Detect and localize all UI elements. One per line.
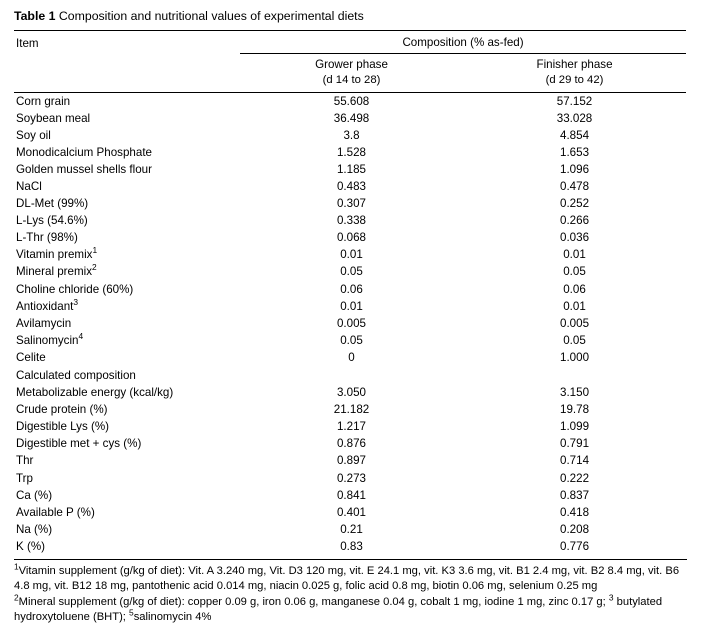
row-item-text: Calculated composition [16, 368, 136, 382]
row-finisher-value: 0.714 [560, 454, 590, 468]
footnote-1-marker: 1 [14, 561, 19, 572]
table-footnotes [14, 560, 687, 624]
table-row [14, 538, 686, 555]
table-row [14, 178, 686, 195]
row-item-label [14, 453, 240, 470]
row-item-label [14, 230, 240, 247]
row-item-text: Mineral premix [16, 265, 93, 279]
row-item-label [14, 178, 240, 195]
table-row [14, 487, 686, 504]
row-grower-value: 0.876 [336, 437, 366, 451]
row-item-label [14, 92, 240, 110]
row-item-text: Na (%) [16, 522, 53, 536]
row-item-label [14, 384, 240, 401]
row-finisher-value: 0.01 [563, 299, 586, 313]
table-row [14, 349, 686, 366]
row-item-label [14, 487, 240, 504]
row-grower-value: 0.21 [340, 522, 363, 536]
row-finisher-value: 33.028 [556, 111, 593, 125]
row-grower-value: 55.608 [333, 94, 370, 108]
table-header-row-1 [14, 31, 686, 54]
header-item: Item [14, 31, 240, 54]
header-finisher-label: Finisher phase [536, 58, 613, 72]
row-finisher-value: 57.152 [556, 94, 593, 108]
row-item-label [14, 315, 240, 332]
table-row [14, 127, 686, 144]
row-item-label [14, 247, 240, 264]
row-item-text: Trp [16, 471, 33, 485]
row-item-text: Soybean meal [16, 111, 91, 125]
row-item-footnote-marker: 2 [92, 262, 97, 273]
footnote-3-marker: 3 [608, 592, 614, 603]
row-item-label [14, 127, 240, 144]
row-item-label [14, 402, 240, 419]
row-finisher-value: 0.791 [560, 437, 590, 451]
header-grower-sub: (d 14 to 28) [322, 73, 381, 86]
row-grower-value: 0.841 [336, 488, 366, 502]
table-row [14, 332, 686, 349]
row-item-label [14, 504, 240, 521]
row-item-text: Digestible met + cys (%) [16, 437, 142, 451]
row-item-label [14, 161, 240, 178]
row-item-label [14, 281, 240, 298]
table-row [14, 402, 686, 419]
row-item-text: NaCl [16, 180, 42, 194]
row-item-text: Golden mussel shells flour [16, 162, 152, 176]
row-item-text: Thr [16, 454, 34, 468]
footnote-2-text-b: butylated hydroxytoluene (BHT); [14, 595, 663, 623]
table-row [14, 504, 686, 521]
table-row [14, 144, 686, 161]
row-item-text: K (%) [16, 539, 45, 553]
table-row [14, 436, 686, 453]
row-item-text: Monodicalcium Phosphate [16, 145, 152, 159]
row-grower-value [240, 366, 463, 384]
row-item-label [14, 419, 240, 436]
row-item-label [14, 349, 240, 366]
row-finisher-value: 0.266 [560, 214, 590, 228]
row-item-text: Available P (%) [16, 505, 95, 519]
row-grower-value: 0.05 [340, 265, 363, 279]
row-item-label [14, 521, 240, 538]
row-item-label [14, 196, 240, 213]
table-row [14, 230, 686, 247]
row-grower-value: 3.8 [343, 128, 360, 142]
table-row [14, 247, 686, 264]
row-item-text: Metabolizable energy (kcal/kg) [16, 386, 174, 400]
table-row [14, 92, 686, 110]
row-grower-value: 0.273 [336, 471, 366, 485]
table-row [14, 384, 686, 401]
row-finisher-value: 0.005 [560, 316, 590, 330]
row-grower-value: 0.01 [340, 248, 363, 262]
row-grower-value: 0.338 [336, 214, 366, 228]
row-grower-value: 36.498 [333, 111, 370, 125]
row-item-label [14, 332, 240, 349]
table-caption-text: Composition and nutritional values of experimental diets [58, 9, 364, 23]
table-caption [0, 0, 701, 30]
table-row [14, 366, 686, 384]
row-item-text: Ca (%) [16, 488, 53, 502]
table-row [14, 161, 686, 178]
row-item-footnote-marker: 1 [92, 245, 98, 256]
row-grower-value: 1.217 [336, 420, 366, 434]
row-item-text: Salinomycin [16, 333, 79, 347]
table-caption-label: Table 1 [14, 9, 56, 23]
row-finisher-value: 0.418 [560, 505, 590, 519]
table-row [14, 419, 686, 436]
row-grower-value: 0.01 [340, 299, 363, 313]
row-finisher-value: 0.01 [563, 248, 586, 262]
row-item-label [14, 264, 240, 281]
row-item-label [14, 213, 240, 230]
row-item-label [14, 110, 240, 127]
row-item-text: L-Lys (54.6%) [16, 214, 88, 228]
row-finisher-value: 1.099 [560, 420, 590, 434]
row-grower-value: 0.897 [336, 454, 366, 468]
table-body [14, 92, 686, 555]
footnote-2 [14, 592, 687, 625]
row-item-text: Crude protein (%) [16, 403, 108, 417]
row-item-text: Avilamycin [16, 316, 72, 330]
row-finisher-value: 0.05 [563, 333, 586, 347]
table-row [14, 298, 686, 315]
footnote-1 [14, 561, 687, 594]
footnote-2-text-a: Mineral supplement (g/kg of diet): copper 0.09 g, iron 0.06 g, manganese 0.04 g, cobalt 1 mg, iodine 1 mg, zinc 0.17 g; [18, 595, 609, 608]
row-finisher-value: 0.05 [563, 265, 586, 279]
table-row [14, 196, 686, 213]
row-item-label [14, 366, 240, 384]
row-finisher-value: 3.150 [560, 386, 590, 400]
header-grower [240, 54, 463, 87]
footnote-1-text: Vitamin supplement (g/kg of diet): Vit. A 3.240 mg, Vit. D3 120 mg, vit. E 24.1 mg, vit. K3 3.6 mg, vit. B1 2.4 mg, vit. B2 8.4 mg, vit. B6 4.8 mg, vit. B12 18 mg, pantothenic acid 0.014 mg, niacin 0.025 g, folic acid 0.8 mg, biotin 0.06 mg, selenium 0.25 mg [14, 565, 680, 593]
table-header-row-2 [14, 54, 686, 87]
row-item-footnote-marker: 4 [78, 331, 84, 341]
row-item-label [14, 470, 240, 487]
row-grower-value: 0.401 [336, 505, 366, 519]
diet-composition-table [14, 30, 686, 555]
row-item-text: Antioxidant [16, 299, 74, 313]
row-grower-value: 0.068 [336, 231, 366, 245]
row-grower-value: 1.185 [336, 162, 366, 176]
row-grower-value: 0.483 [336, 180, 366, 194]
row-item-text: Corn grain [16, 94, 71, 108]
row-finisher-value: 0.222 [560, 471, 590, 485]
footnote-2-text-c: salinomycin 4% [133, 610, 212, 623]
row-grower-value: 0.06 [340, 282, 363, 296]
row-item-label [14, 144, 240, 161]
row-finisher-value: 1.096 [560, 162, 590, 176]
row-finisher-value: 0.252 [560, 197, 590, 211]
row-item-footnote-marker: 3 [73, 296, 79, 307]
row-finisher-value [463, 366, 686, 384]
row-finisher-value: 0.036 [560, 231, 590, 245]
row-grower-value: 0.05 [340, 333, 363, 347]
table-row [14, 470, 686, 487]
table-row [14, 110, 686, 127]
row-grower-value: 0.005 [336, 316, 366, 330]
table-row [14, 453, 686, 470]
row-item-text: Digestible Lys (%) [16, 420, 109, 434]
row-item-text: Vitamin premix [16, 248, 93, 262]
row-finisher-value: 0.208 [560, 522, 590, 536]
row-finisher-value: 0.478 [560, 180, 590, 194]
footnote-2-marker: 2 [14, 592, 19, 603]
header-composition: Composition (% as-fed) [240, 31, 686, 54]
row-finisher-value: 19.78 [560, 403, 590, 417]
row-item-text: Celite [16, 350, 46, 364]
row-finisher-value: 4.854 [560, 128, 590, 142]
header-item-spacer [14, 54, 240, 87]
row-item-label [14, 436, 240, 453]
table-row [14, 315, 686, 332]
table-row [14, 281, 686, 298]
header-grower-label: Grower phase [315, 58, 388, 72]
header-finisher-sub: (d 29 to 42) [545, 73, 604, 86]
row-finisher-value: 0.776 [560, 539, 590, 553]
row-finisher-value: 0.06 [563, 282, 586, 296]
footnote-5-marker: 5 [129, 607, 134, 617]
header-finisher [463, 54, 686, 87]
table-row [14, 213, 686, 230]
row-item-text: Choline chloride (60%) [16, 282, 134, 296]
table-row [14, 264, 686, 281]
row-grower-value: 3.050 [336, 386, 366, 400]
row-finisher-value: 1.653 [560, 145, 590, 159]
row-grower-value: 0.83 [340, 539, 363, 553]
row-grower-value: 21.182 [333, 403, 370, 417]
row-finisher-value: 1.000 [560, 350, 590, 364]
row-grower-value: 0 [348, 350, 355, 364]
row-item-label [14, 298, 240, 315]
row-item-text: Soy oil [16, 128, 51, 142]
row-finisher-value: 0.837 [560, 488, 590, 502]
table-row [14, 521, 686, 538]
row-grower-value: 1.528 [336, 145, 366, 159]
row-item-text: L-Thr (98%) [16, 231, 78, 245]
row-item-label [14, 538, 240, 555]
row-item-text: DL-Met (99%) [16, 197, 89, 211]
row-grower-value: 0.307 [336, 197, 366, 211]
